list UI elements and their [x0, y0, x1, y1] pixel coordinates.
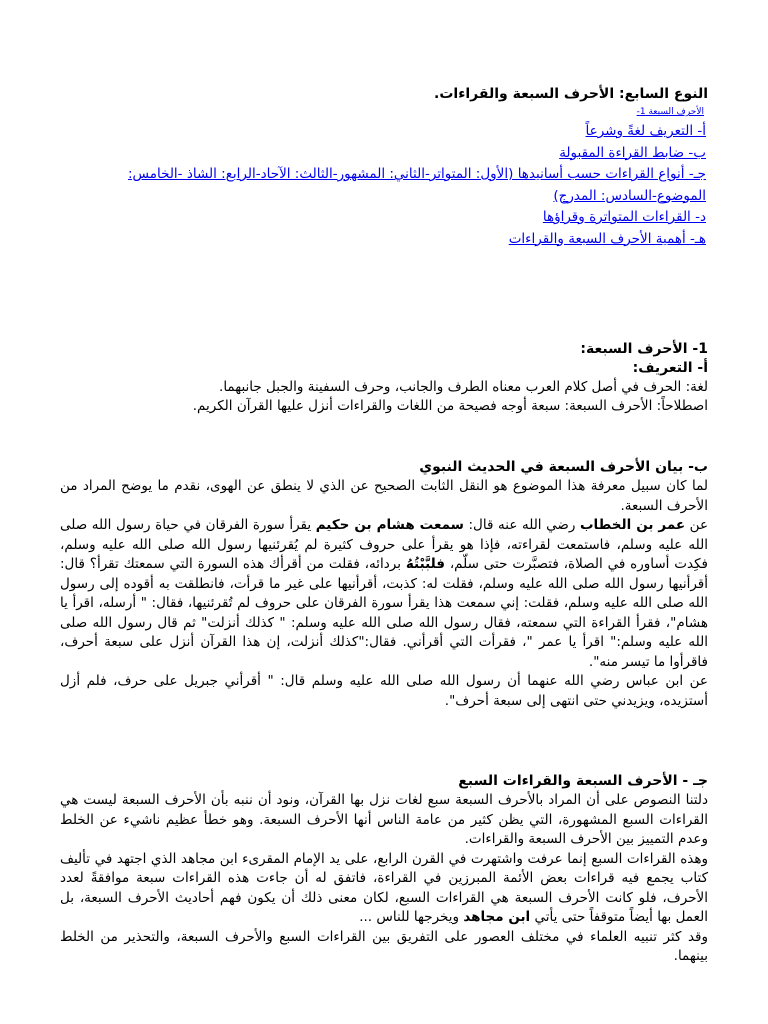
intro-paragraph: لما كان سبيل معرفة هذا الموضوع هو النقل الثابت الصحيح عن الذي لا ينطق عن الهوى، نقدم ما يوضح المراد من الأحرف السبعة.: [60, 478, 708, 514]
section-seven-readings: [60, 772, 708, 967]
toc-link[interactable]: جـ- أنواع القراءات حسب أسانيدها (الأول: المتواتر-الثاني: المشهور-الثالث: الآحاد-الرابع: الشاذ -الخامس:: [128, 166, 706, 182]
hadith-omar-paragraph: عن عمر بن الخطاب رضي الله عنه قال: سمعت هشام بن حكيم يقرأ سورة الفرقان في حياة رسول الله صلى الله عليه وسلم، فاستمعت لقراءته، فإذا هو يقرأ على حروف كثيرة لم يُقرئنيها رسول الله صلى الله عليه وسلم، فكِدت أساوره في الصلاة، فتصبَّرت حتى سلّم، فلبَّبْتُهُ بردائه، فقلت من أقرأك هذه السورة التي سمعتك تقرأ؟ قال: أقرأنيها رسول الله صلى الله عليه وسلم، فقلت له: كذبت، أقرأنيها على غير ما قرأت، فانطلقت به أقوده إلى رسول الله صلى الله عليه وسلم، فقلت: إني سمعت هذا يقرأ سورة الفرقان على حروف لم تُقرئنيها، فقال: " أرسله، اقرأ يا هشام"، فقرأ القراءة التي سمعته، فقال رسول الله صلى الله عليه وسلم: " كذلك أنزلت" ثم قال رسول الله صلى الله عليه وسلم:" اقرأ يا عمر "، فقرأت التي أقرأني. فقال:"كذلك أنزلت، إن هذا القرآن أنزل على سبعة أحرف، فاقرأوا ما تيسر منه".: [60, 517, 709, 670]
toc-link[interactable]: د- القراءات المتواترة وقراؤها: [542, 209, 706, 225]
section-hadith: [60, 458, 708, 711]
toc-link[interactable]: الموضوع-السادس: المدرج): [553, 187, 706, 204]
name-omar: عمر بن الخطاب: [579, 517, 686, 533]
section-heading: ب- بيان الأحرف السبعة في الحديث النبوي: [419, 459, 708, 475]
toc-link[interactable]: ب- ضابط القراءة المقبولة: [559, 144, 706, 161]
footnote-reference[interactable]: الأحرف السبعة 1-: [636, 107, 704, 117]
section-heading: جـ - الأحرف السبعة والقراءات السبع: [458, 773, 708, 789]
document-title: النوع السابع: الأحرف السبعة والقراءات.: [434, 86, 708, 102]
word-labbabtuhu: فلبَّبْتُهُ: [405, 556, 445, 572]
section-heading: 1- الأحرف السبعة:: [580, 341, 708, 357]
subsection-heading: أ- التعريف:: [632, 360, 708, 376]
hadith-ibn-abbas-paragraph: عن ابن عباس رضي الله عنهما أن رسول الله صلى الله عليه وسلم قال: " أقرأني جبريل على حرف، فلم أزل أستزيده، ويزيدني حتى انتهى إلى سبعة أحرف".: [60, 673, 708, 709]
toc-link[interactable]: هـ- أهمية الأحرف السبعة والقراءات: [508, 230, 706, 247]
quote-hisham: سمعت هشام بن حكيم: [315, 517, 464, 533]
section-definition: [60, 340, 708, 416]
paragraph-1: دلتنا النصوص على أن المراد بالأحرف السبعة سبع لغات نزل بها القرآن، ونود أن ننبه بأن الأحرف السبعة ليست هي القراءات السبع المشهورة، التي يظن كثير من عامة الناس أنها الأحرف السبعة. وهو خطأ عظيم ناشيء عن الخلط وعدم التمييز بين الأحرف السبعة والقراءات.: [60, 792, 708, 847]
definition-istilahan: اصطلاحاً: الأحرف السبعة: سبعة أوجه فصيحة من اللغات والقراءات أنزل عليها القرآن الكريم.: [192, 398, 708, 414]
toc-link[interactable]: أ- التعريف لغةً وشرعاً: [585, 123, 706, 139]
definition-lughatan: لغة: الحرف في أصل كلام العرب معناه الطرف والجانب، وحرف السفينة والجبل جانبهما.: [219, 379, 708, 395]
paragraph-2: وهذه القراءات السبع إنما عرفت واشتهرت في القرن الرابع، على يد الإمام المقرىء ابن مجاهد الذي اجتهد في تأليف كتاب يجمع فيه قراءات بعض الأئمة المبرزين في القراءة، فاتفق له أن جاءت هذه القراءات سبعة موافقةً لعدد الأحرف، فلو كانت الأحرف السبعة هي القراءات السبع، لكان معنى ذلك أن يكون فهم أحاديث الأحرف السبعة، بل العمل بها أيضاً متوقفاً حتى يأتي ابن مجاهد ويخرجها للناس ...: [60, 850, 708, 925]
paragraph-3: وقد كثر تنبيه العلماء في مختلف العصور على التفريق بين القراءات السبع والأحرف السبعة، والتحذير من الخلط بينهما.: [60, 928, 708, 964]
table-of-contents: [60, 121, 706, 250]
name-ibn-mujahid: ابن مجاهد: [463, 909, 531, 925]
